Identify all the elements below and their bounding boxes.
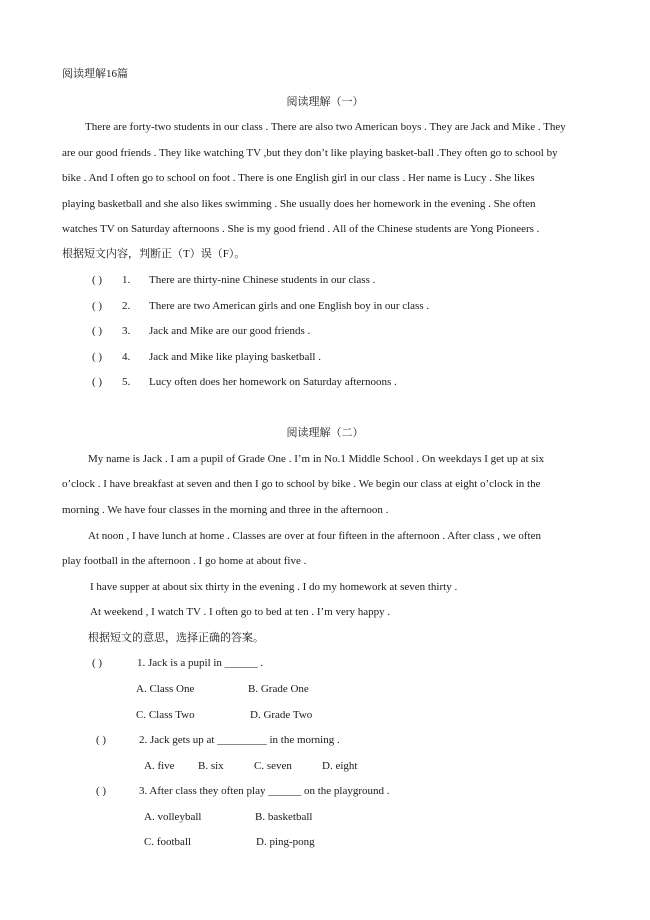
passage2-line: o’clock . I have breakfast at seven and then I go to school by bike . We begin our class at eight o’clock in the — [62, 478, 541, 490]
answer-blank[interactable]: ( ) — [96, 734, 107, 746]
question-text: Lucy often does her homework on Saturday afternoons . — [149, 376, 397, 388]
option-c[interactable]: C. Class Two — [136, 709, 195, 721]
question-text: 1. Jack is a pupil in ______ . — [137, 657, 264, 669]
question-number: 2. — [122, 300, 131, 312]
passage1-line: bike . And I often go to school on foot . There is one English girl in our class . Her name is Lucy . She likes — [62, 172, 535, 184]
option-a[interactable]: A. Class One — [136, 683, 195, 695]
question-number: 4. — [122, 351, 131, 363]
passage1-line: are our good friends . They like watching TV ,but they don’t like playing basket-ball .They often go to school by — [62, 147, 558, 159]
option-a[interactable]: A. volleyball — [144, 811, 202, 823]
question-text: 3. After class they often play ______ on the playground . — [139, 785, 390, 797]
option-d[interactable]: D. Grade Two — [250, 709, 313, 721]
question-number: 3. — [122, 325, 131, 337]
option-d[interactable]: D. ping-pong — [256, 836, 315, 848]
passage2-line: play football in the afternoon . I go home at about five . — [62, 555, 307, 567]
passage2-line: At noon , I have lunch at home . Classes are over at four fifteen in the afternoon . After class , we often — [88, 530, 541, 542]
question-text: Jack and Mike like playing basketball . — [149, 351, 321, 363]
passage1-line: watches TV on Saturday afternoons . She is my good friend . All of the Chinese students are Yong Pioneers . — [62, 223, 540, 235]
passage1-line: playing basketball and she also likes swimming . She usually does her homework in the evening . She often — [62, 198, 536, 210]
passage2-instruction: 根据短文的意思，选择正确的答案。 — [88, 632, 264, 644]
answer-blank[interactable]: ( ) — [96, 785, 107, 797]
option-b[interactable]: B. six — [198, 760, 224, 772]
passage2-line: I have supper at about six thirty in the evening . I do my homework at seven thirty . — [90, 581, 458, 593]
option-c[interactable]: C. seven — [254, 760, 292, 772]
answer-blank[interactable]: ( ) — [92, 325, 103, 337]
passage2-line: morning . We have four classes in the morning and three in the afternoon . — [62, 504, 389, 516]
answer-blank[interactable]: ( ) — [92, 300, 103, 312]
answer-blank[interactable]: ( ) — [92, 351, 103, 363]
answer-blank[interactable]: ( ) — [92, 657, 103, 669]
option-a[interactable]: A. five — [144, 760, 175, 772]
passage2-line: At weekend , I watch TV . I often go to bed at ten . I’m very happy . — [90, 606, 391, 618]
passage2-line: My name is Jack . I am a pupil of Grade One . I’m in No.1 Middle School . On weekdays I get up at six — [88, 453, 545, 465]
question-text: There are two American girls and one English boy in our class . — [149, 300, 430, 312]
question-number: 1. — [122, 274, 131, 286]
answer-blank[interactable]: ( ) — [92, 376, 103, 388]
option-b[interactable]: B. basketball — [255, 811, 313, 823]
option-b[interactable]: B. Grade One — [248, 683, 309, 695]
option-d[interactable]: D. eight — [322, 760, 358, 772]
passage2-title: 阅读理解（二） — [286, 427, 364, 439]
question-number: 5. — [122, 376, 131, 388]
answer-blank[interactable]: ( ) — [92, 274, 103, 286]
passage1-line: There are forty-two students in our class . There are also two American boys . They are Jack and Mike . They — [85, 121, 566, 133]
document-heading: 阅读理解16篇 — [62, 68, 128, 80]
passage1-instruction: 根据短文内容，判断正（T）误（F）。 — [62, 248, 246, 260]
passage1-title: 阅读理解（一） — [286, 96, 364, 108]
option-c[interactable]: C. football — [144, 836, 192, 848]
question-text: There are thirty-nine Chinese students in our class . — [149, 274, 376, 286]
question-text: Jack and Mike are our good friends . — [149, 325, 311, 337]
question-text: 2. Jack gets up at _________ in the morning . — [139, 734, 340, 746]
